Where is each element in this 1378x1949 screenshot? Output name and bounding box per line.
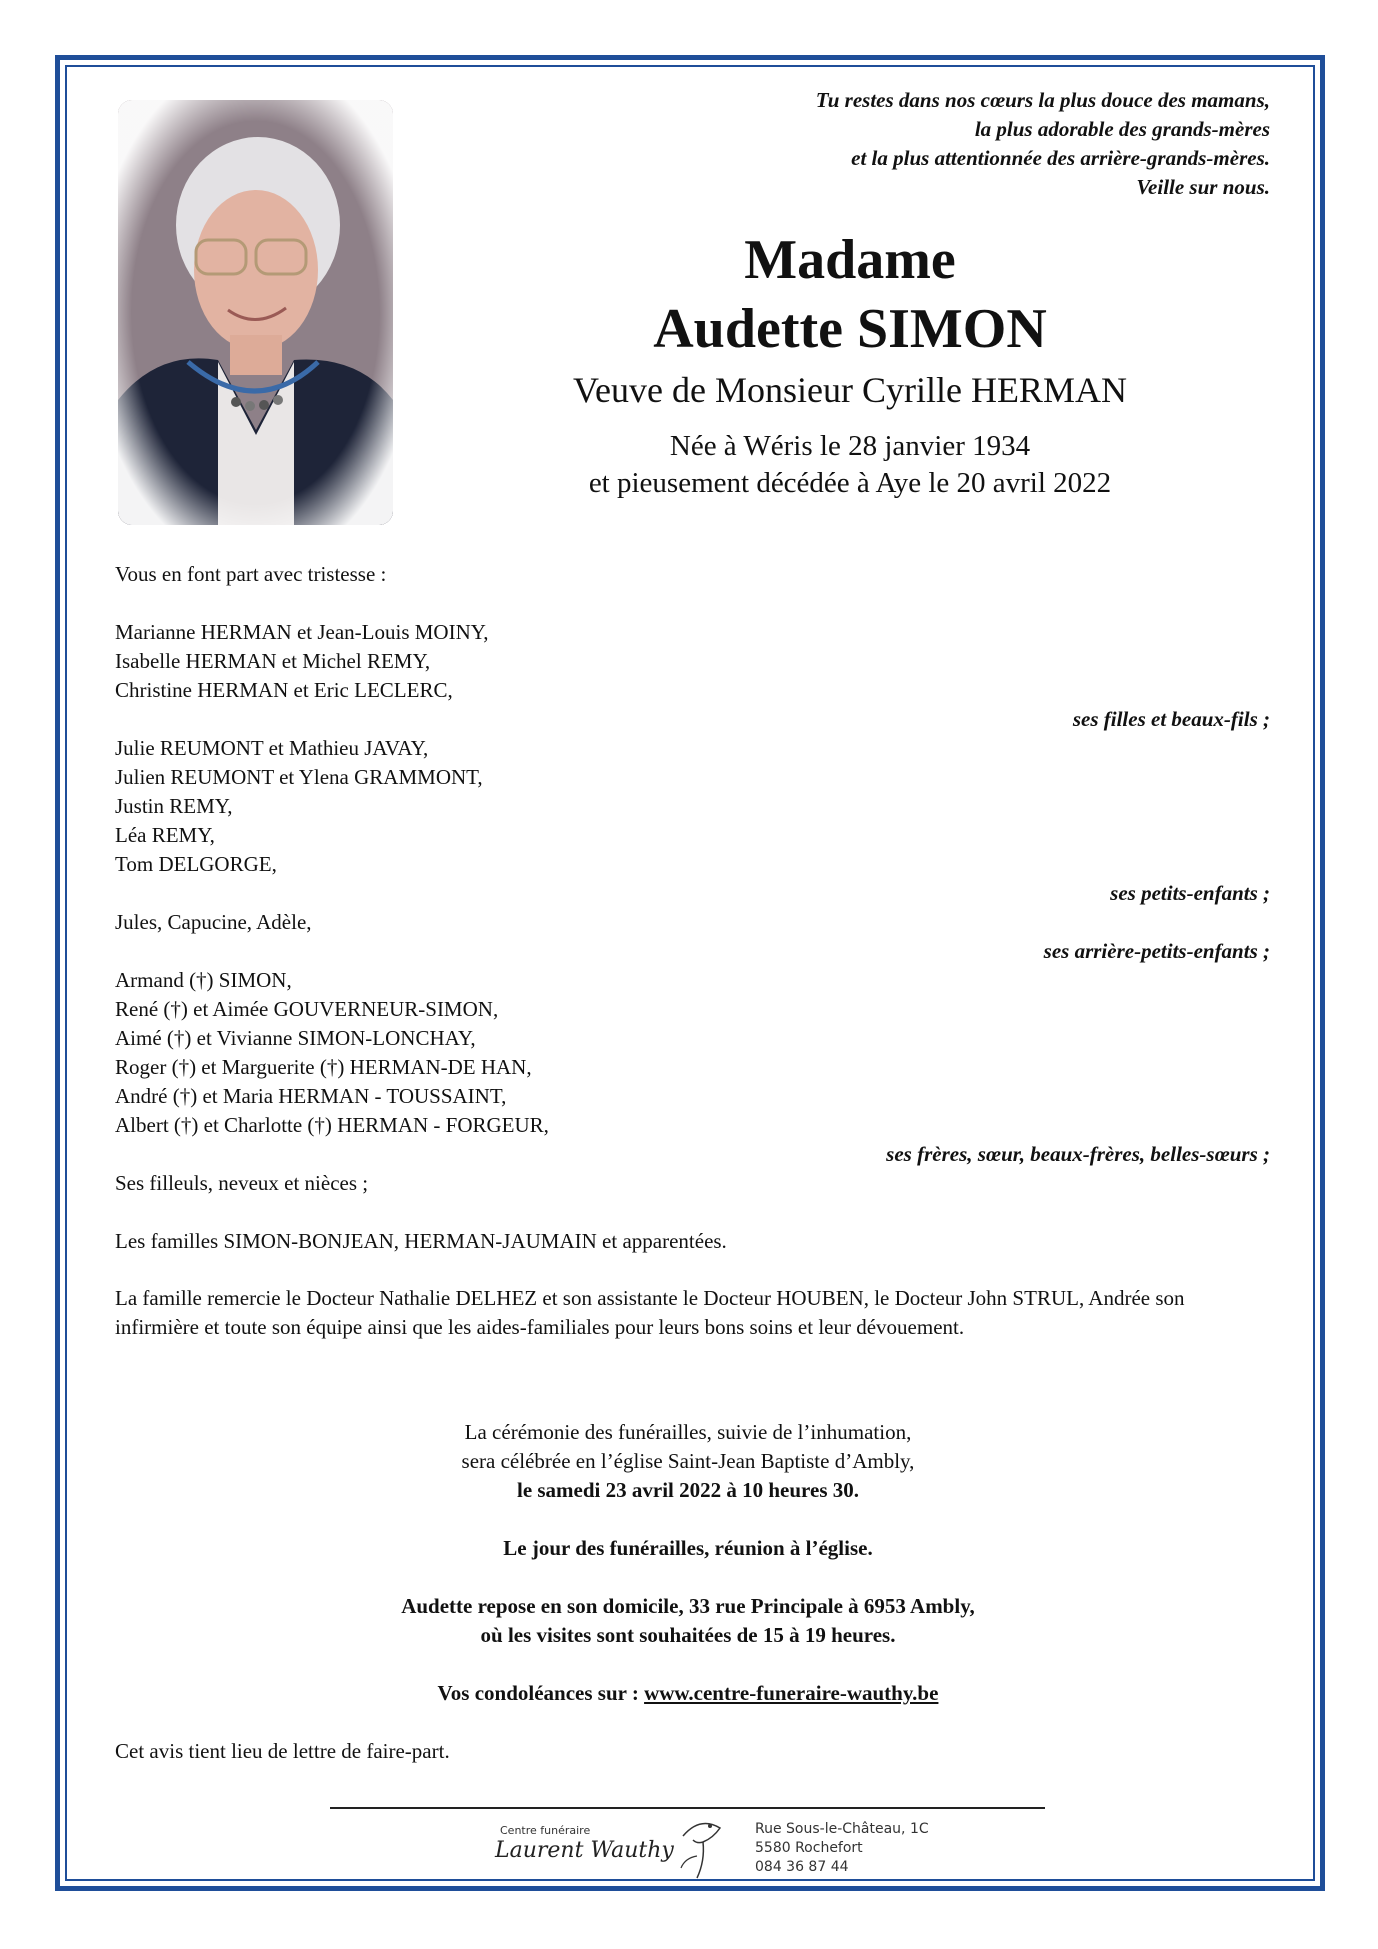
family-member: André (†) et Maria HERMAN - TOUSSAINT,: [115, 1084, 507, 1108]
deceased-title: Madame: [744, 229, 956, 291]
thanks-paragraph: La famille remercie le Docteur Nathalie DELHEZ et son assistante le Docteur HOUBEN, le Docteur John STRUL, Andrée son infirmière et toute son équipe ainsi que les aides-familiales pour leurs bons soins et leur dévouement.: [115, 1286, 1185, 1339]
visits-line: où les visites sont souhaitées de 15 à 19 heures.: [480, 1623, 896, 1647]
closing-line: Cet avis tient lieu de lettre de faire-part.: [115, 1739, 450, 1763]
ceremony-line: La cérémonie des funérailles, suivie de l’inhumation,: [464, 1420, 912, 1444]
family-member: Jules, Capucine, Adèle,: [115, 910, 312, 934]
family-member: Justin REMY,: [115, 794, 233, 818]
family-member: Roger (†) et Marguerite (†) HERMAN-DE HAN,: [115, 1055, 532, 1079]
family-member: René (†) et Aimée GOUVERNEUR-SIMON,: [115, 997, 499, 1021]
condolences-line: [188, 1679, 1188, 1708]
ceremony-date: le samedi 23 avril 2022 à 10 heures 30.: [516, 1478, 859, 1502]
footer-divider: [330, 1807, 1045, 1809]
deceased-name: Audette SIMON: [653, 298, 1047, 360]
logo-caption: Centre funéraire: [500, 1824, 591, 1837]
birth-line: Née à Wéris le 28 janvier 1934: [669, 430, 1031, 462]
rest-line: Audette repose en son domicile, 33 rue Principale à 6953 Ambly,: [401, 1594, 975, 1618]
funeral-home-logo: [490, 1820, 740, 1880]
address-street: Rue Sous-le-Château, 1C: [755, 1821, 929, 1837]
relation-label-great-grandchildren: ses arrière-petits-enfants ;: [1043, 939, 1270, 963]
address-city: 5580 Rochefort: [755, 1840, 863, 1856]
address-phone: 084 36 87 44: [755, 1859, 849, 1875]
family-member: Julie REUMONT et Mathieu JAVAY,: [115, 736, 429, 760]
family-member: Julien REUMONT et Ylena GRAMMONT,: [115, 765, 483, 789]
family-member: Marianne HERMAN et Jean-Louis MOINY,: [115, 620, 489, 644]
quote-line: Tu restes dans nos cœurs la plus douce des mamans,: [815, 88, 1270, 112]
ceremony-line: sera célébrée en l’église Saint-Jean Baptiste d’Ambly,: [461, 1449, 915, 1473]
funeral-home-address: [755, 1820, 929, 1877]
condolences-link[interactable]: www.centre-funeraire-wauthy.be: [644, 1681, 939, 1705]
death-line: et pieusement décédée à Aye le 20 avril 2022: [588, 467, 1112, 499]
families-line: Les familles SIMON-BONJEAN, HERMAN-JAUMAIN et apparentées.: [115, 1229, 727, 1253]
intro-text: Vous en font part avec tristesse :: [115, 562, 387, 586]
family-member: Léa REMY,: [115, 823, 215, 847]
quote-line: la plus adorable des grands-mères: [974, 117, 1270, 141]
family-member: Isabelle HERMAN et Michel REMY,: [115, 649, 431, 673]
condolences-label: Vos condoléances sur :: [437, 1681, 639, 1705]
meeting-line: Le jour des funérailles, réunion à l’église.: [503, 1536, 873, 1560]
relation-label-grandchildren: ses petits-enfants ;: [1110, 881, 1270, 905]
relation-label-siblings: ses frères, sœur, beaux-frères, belles-sœurs ;: [886, 1142, 1270, 1166]
logo-signature: Laurent Wauthy: [495, 1838, 674, 1863]
widow-line: Veuve de Monsieur Cyrille HERMAN: [573, 370, 1127, 410]
family-member: Christine HERMAN et Eric LECLERC,: [115, 678, 453, 702]
family-member: Tom DELGORGE,: [115, 852, 277, 876]
family-member: Aimé (†) et Vivianne SIMON-LONCHAY,: [115, 1026, 476, 1050]
family-member: Armand (†) SIMON,: [115, 968, 292, 992]
relation-label-daughters: ses filles et beaux-fils ;: [1072, 707, 1270, 731]
quote-line: Veille sur nous.: [1136, 175, 1270, 199]
family-member: Albert (†) et Charlotte (†) HERMAN - FORGEUR,: [115, 1113, 549, 1137]
calla-lily-icon: [675, 1816, 730, 1882]
portrait-photo: [118, 100, 393, 525]
quote-line: et la plus attentionnée des arrière-grands-mères.: [851, 146, 1270, 170]
godchildren-line: Ses filleuls, neveux et nièces ;: [115, 1171, 369, 1195]
epitaph-quote: [570, 86, 1270, 202]
